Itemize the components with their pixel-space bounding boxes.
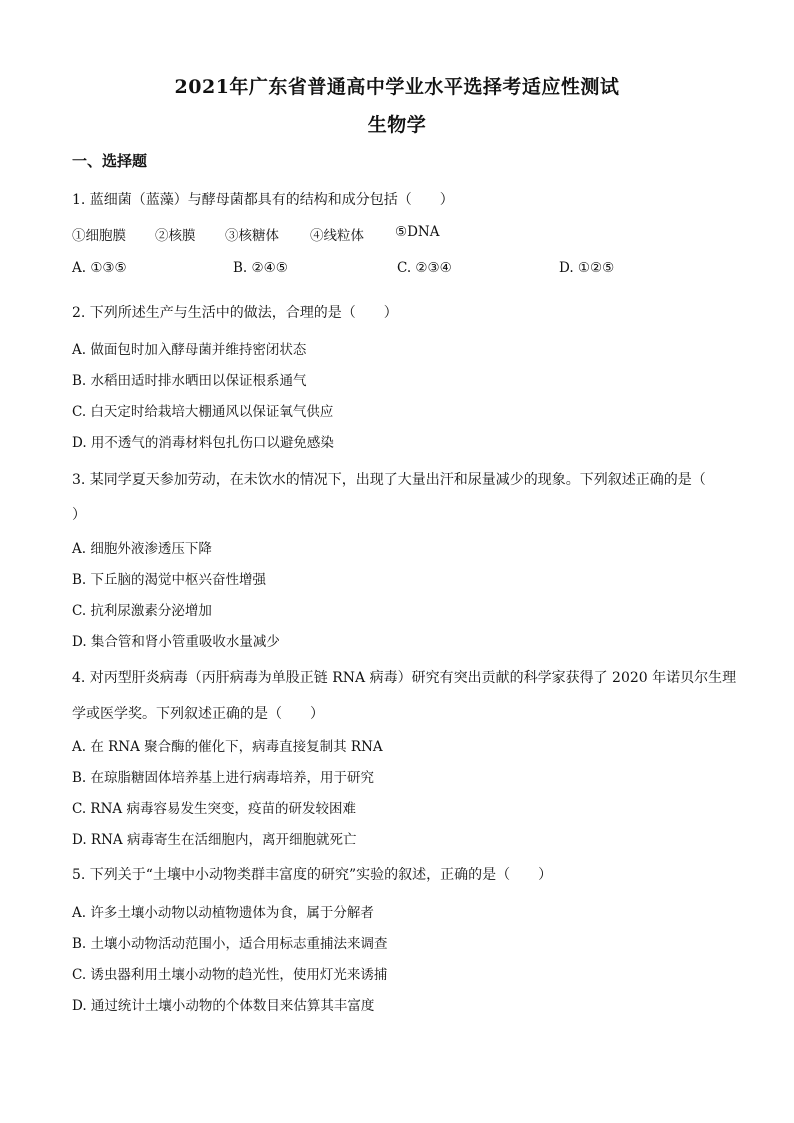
section-heading: 一、选择题 xyxy=(72,152,148,170)
question-2-option-d: D. 用不透气的消毒材料包扎伤口以避免感染 xyxy=(72,435,334,451)
question-1-item: ①细胞膜 xyxy=(72,228,126,244)
question-4-stem-continued: 学或医学奖。下列叙述正确的是（ ） xyxy=(72,706,324,722)
question-1-option-a: A. ①③⑤ xyxy=(72,260,127,276)
question-1-item: ②核膜 xyxy=(155,228,196,244)
question-3-option-c: C. 抗利尿激素分泌增加 xyxy=(72,603,212,619)
question-5-option-c: C. 诱虫器利用土壤小动物的趋光性，使用灯光来诱捕 xyxy=(72,967,388,983)
question-1-stem: 1. 蓝细菌（蓝藻）与酵母菌都具有的结构和成分包括（ ） xyxy=(72,192,454,208)
question-5-option-d: D. 通过统计土壤小动物的个体数目来估算其丰富度 xyxy=(72,998,375,1014)
question-1-item: ④线粒体 xyxy=(310,228,364,244)
question-3-option-d: D. 集合管和肾小管重吸收水量减少 xyxy=(72,634,280,650)
question-1-option-c: C. ②③④ xyxy=(397,260,452,276)
question-1-option-b: B. ②④⑤ xyxy=(233,260,288,276)
question-3-stem: 3. 某同学夏天参加劳动，在未饮水的情况下，出现了大量出汗和尿量减少的现象。下列叙述正确的是（ xyxy=(72,472,706,488)
question-2-option-c: C. 白天定时给栽培大棚通风以保证氧气供应 xyxy=(72,404,334,420)
question-2-option-b: B. 水稻田适时排水晒田以保证根系通气 xyxy=(72,373,307,389)
question-3-option-b: B. 下丘脑的渴觉中枢兴奋性增强 xyxy=(72,572,267,588)
exam-subject: 生物学 xyxy=(367,114,427,136)
question-4-option-d: D. RNA 病毒寄生在活细胞内，离开细胞就死亡 xyxy=(72,832,357,848)
question-2-option-a: A. 做面包时加入酵母菌并维持密闭状态 xyxy=(72,342,307,358)
question-3-option-a: A. 细胞外液渗透压下降 xyxy=(72,541,212,557)
question-2-stem: 2. 下列所述生产与生活中的做法，合理的是（ ） xyxy=(72,305,398,321)
question-4-stem: 4. 对丙型肝炎病毒（丙肝病毒为单股正链 RNA 病毒）研究有突出贡献的科学家获得了 2020 年诺贝尔生理 xyxy=(72,670,737,686)
question-4-option-c: C. RNA 病毒容易发生突变，疫苗的研发较困难 xyxy=(72,801,356,817)
question-1-item: ⑤DNA xyxy=(395,224,440,240)
question-5-stem: 5. 下列关于“土壤中小动物类群丰富度的研究”实验的叙述，正确的是（ ） xyxy=(72,867,553,883)
question-4-option-a: A. 在 RNA 聚合酶的催化下，病毒直接复制其 RNA xyxy=(72,739,383,755)
question-1-item: ③核糖体 xyxy=(225,228,279,244)
question-4-option-b: B. 在琼脂糖固体培养基上进行病毒培养，用于研究 xyxy=(72,770,375,786)
question-5-option-b: B. 土壤小动物活动范围小，适合用标志重捕法来调查 xyxy=(72,936,388,952)
question-1-option-d: D. ①②⑤ xyxy=(559,260,615,276)
question-5-option-a: A. 许多土壤小动物以动植物遗体为食，属于分解者 xyxy=(72,905,374,921)
question-3-stem-continued: ） xyxy=(72,507,86,523)
exam-title: 2021年广东省普通高中学业水平选择考适应性测试 xyxy=(174,76,620,98)
